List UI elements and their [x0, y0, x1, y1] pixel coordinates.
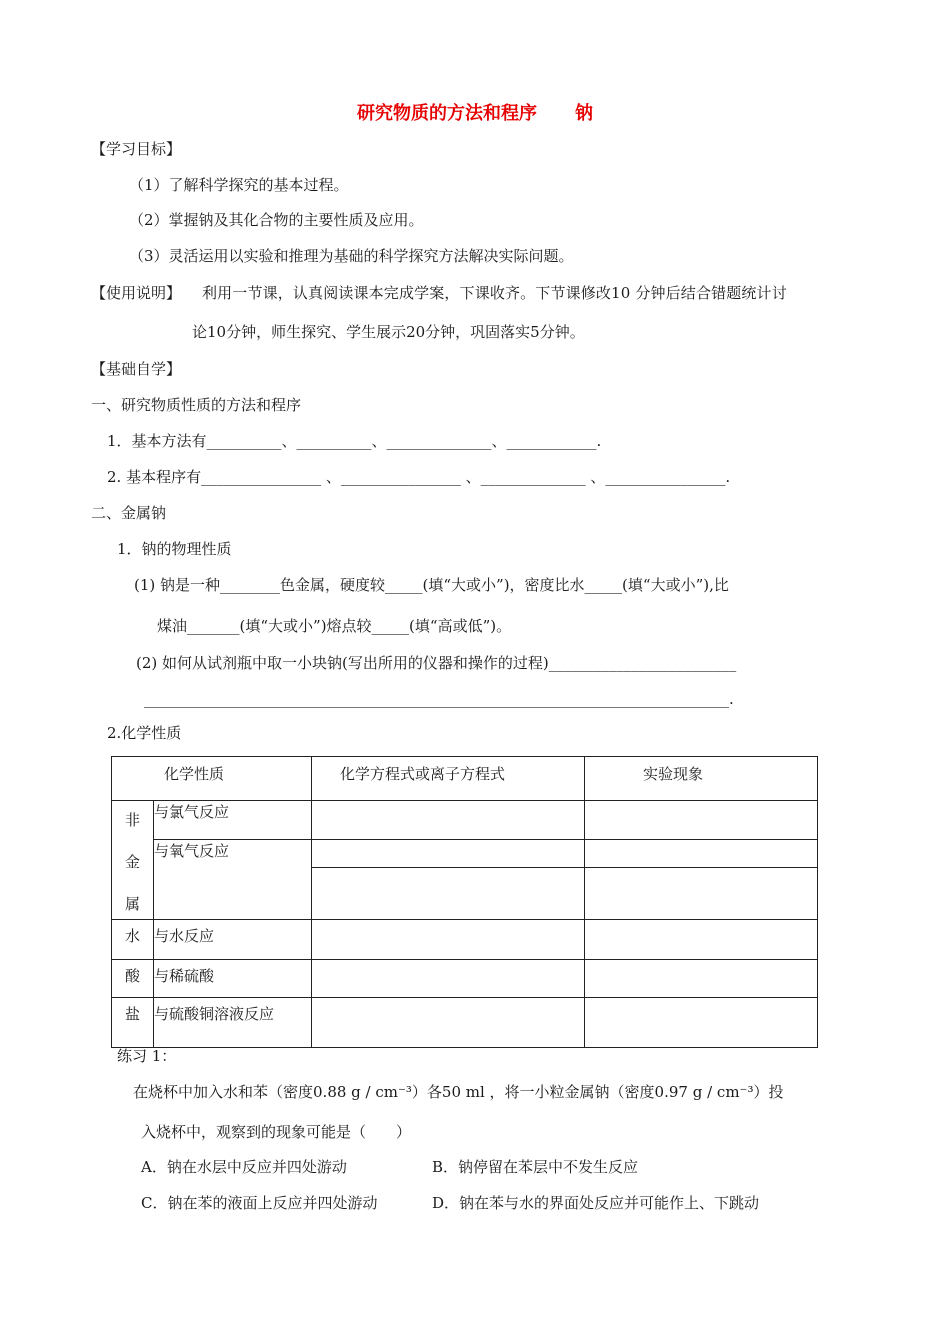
table-row — [112, 840, 818, 868]
reaction-oxygen: 与氧气反应 — [154, 840, 312, 920]
equation-cell[interactable] — [312, 960, 585, 998]
subsection-chemical: 2.化学性质 — [107, 724, 182, 742]
header-phenomenon: 实验现象 — [585, 757, 818, 801]
phenomenon-cell[interactable] — [585, 868, 818, 920]
phenomenon-cell[interactable] — [585, 801, 818, 840]
option-a[interactable]: A．钠在水层中反应并四处游动 — [141, 1158, 347, 1176]
option-d[interactable]: D．钠在苯与水的界面处反应并可能作上、下跳动 — [432, 1194, 760, 1212]
title-sub: 钠 — [575, 103, 593, 124]
phenomenon-cell[interactable] — [585, 960, 818, 998]
physical-q1-line-2: 煤油_______(填“大或小”)熔点较_____(填“高或低”)。 — [157, 617, 512, 635]
exercise-stem-line-2: 入烧杯中，观察到的现象可能是（ ） — [141, 1123, 412, 1141]
chemical-properties-table — [111, 756, 818, 1048]
objectives-heading: 【学习目标】 — [91, 140, 182, 158]
section-2-heading: 二、金属钠 — [91, 504, 167, 522]
physical-q2-line-1: (2) 如何从试剂瓶中取一小块钠(写出所用的仪器和操作的过程)_________________________ — [136, 654, 737, 672]
category-acid: 酸 — [112, 960, 154, 998]
objective-item-1: （1）了解科学探究的基本过程。 — [129, 176, 349, 194]
category-salt: 盐 — [112, 998, 154, 1048]
equation-cell[interactable] — [312, 801, 585, 840]
table-row — [112, 960, 818, 998]
header-property: 化学性质 — [112, 757, 312, 801]
physical-q1-line-1: (1) 钠是一种________色金属，硬度较_____(填“大或小”)，密度比水_____(填“大或小”),比 — [134, 576, 729, 594]
header-equation: 化学方程式或离子方程式 — [312, 757, 585, 801]
reaction-chlorine: 与氯气反应 — [154, 801, 312, 840]
usage-line-1: 利用一节课，认真阅读课本完成学案，下课收齐。下节课修改10 分钟后结合错题统计讨 — [202, 284, 787, 302]
category-nonmetal: 非 金 属 — [112, 801, 154, 920]
objective-item-3: （3）灵活运用以实验和推理为基础的科学探究方法解决实际问题。 — [129, 247, 574, 265]
equation-cell[interactable] — [312, 840, 585, 868]
exercise-stem-line-1: 在烧杯中加入水和苯（密度0.88 g / cm⁻³）各50 ml ，将一小粒金属钠（密度0.97 g / cm⁻³）投 — [133, 1083, 784, 1101]
question-procedures: 2. 基本程序有________________ 、________________ 、______________ 、________________. — [107, 468, 731, 486]
equation-cell[interactable] — [312, 998, 585, 1048]
phenomenon-cell[interactable] — [585, 840, 818, 868]
self-study-heading: 【基础自学】 — [91, 360, 182, 378]
option-b[interactable]: B．钠停留在苯层中不发生反应 — [432, 1158, 639, 1176]
question-methods: 1．基本方法有__________、__________、______________、____________. — [107, 432, 602, 450]
exercise-label: 练习 1： — [117, 1047, 177, 1065]
section-1-heading: 一、研究物质性质的方法和程序 — [91, 396, 302, 414]
phenomenon-cell[interactable] — [585, 998, 818, 1048]
table-row — [112, 801, 818, 840]
page-title — [0, 102, 950, 126]
table-header-row — [112, 757, 818, 801]
usage-heading: 【使用说明】 — [91, 284, 182, 302]
reaction-acid: 与稀硫酸 — [154, 960, 312, 998]
category-water: 水 — [112, 920, 154, 960]
reaction-copper-sulfate: 与硫酸铜溶液反应 — [154, 998, 312, 1048]
reaction-water: 与水反应 — [154, 920, 312, 960]
subsection-physical: 1．钠的物理性质 — [117, 540, 232, 558]
table-row — [112, 920, 818, 960]
equation-cell[interactable] — [312, 868, 585, 920]
usage-line-2: 论10分钟，师生探究、学生展示20分钟，巩固落实5分钟。 — [192, 323, 585, 341]
table-row — [112, 998, 818, 1048]
objective-item-2: （2）掌握钠及其化合物的主要性质及应用。 — [129, 211, 424, 229]
title-main: 研究物质的方法和程序 — [357, 103, 537, 124]
phenomenon-cell[interactable] — [585, 920, 818, 960]
physical-q2-line-2: ______________________________________________________________________________. — [144, 690, 734, 708]
equation-cell[interactable] — [312, 920, 585, 960]
option-c[interactable]: C．钠在苯的液面上反应并四处游动 — [141, 1194, 378, 1212]
